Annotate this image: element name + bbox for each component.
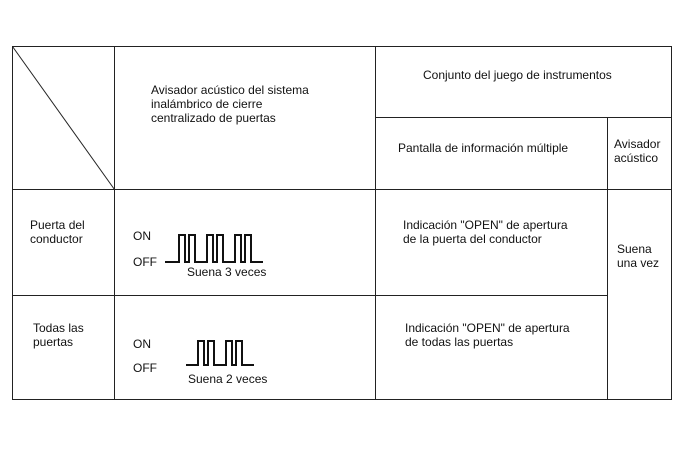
table-border <box>13 47 672 400</box>
header-multi-info-display: Pantalla de información múltiple <box>398 141 569 155</box>
row-all-doors-label-line-2: puertas <box>33 335 74 349</box>
header-meter-buzzer-line-2: acústico <box>614 151 659 165</box>
row-driver-off-label: OFF <box>133 255 157 269</box>
row-all-on-label: ON <box>133 337 151 351</box>
header-meter-buzzer-line-1: Avisador <box>614 137 661 151</box>
row-driver-on-label: ON <box>133 229 151 243</box>
row-all-display-indication-line-2: de todas las puertas <box>405 335 514 349</box>
header-wireless-buzzer-line-3: centralizado de puertas <box>151 111 276 125</box>
meter-buzzer-result-line-2: una vez <box>617 256 660 270</box>
diagonal-corner-line <box>13 47 115 190</box>
buzzer-pulse-waveform-all <box>186 341 254 365</box>
row-all-display-indication-line-1: Indicación "OPEN" de apertura <box>405 321 570 335</box>
meter-buzzer-result-line-1: Suena <box>617 242 652 256</box>
row-all-buzzer-caption: Suena 2 veces <box>188 372 268 386</box>
row-driver-door-label-line-2: conductor <box>30 232 83 246</box>
buzzer-pulse-waveform-driver <box>165 235 263 262</box>
row-driver-display-indication-line-2: de la puerta del conductor <box>403 232 542 246</box>
row-driver-buzzer-caption: Suena 3 veces <box>187 265 267 279</box>
header-wireless-buzzer-line-2: inalámbrico de cierre <box>151 97 263 111</box>
header-wireless-buzzer-line-1: Avisador acústico del sistema <box>151 83 309 97</box>
row-all-doors-label-line-1: Todas las <box>33 321 84 335</box>
header-combination-meter: Conjunto del juego de instrumentos <box>423 68 612 82</box>
row-driver-display-indication-line-1: Indicación "OPEN" de apertura <box>403 218 568 232</box>
row-driver-door-label-line-1: Puerta del <box>30 218 85 232</box>
row-all-off-label: OFF <box>133 361 157 375</box>
